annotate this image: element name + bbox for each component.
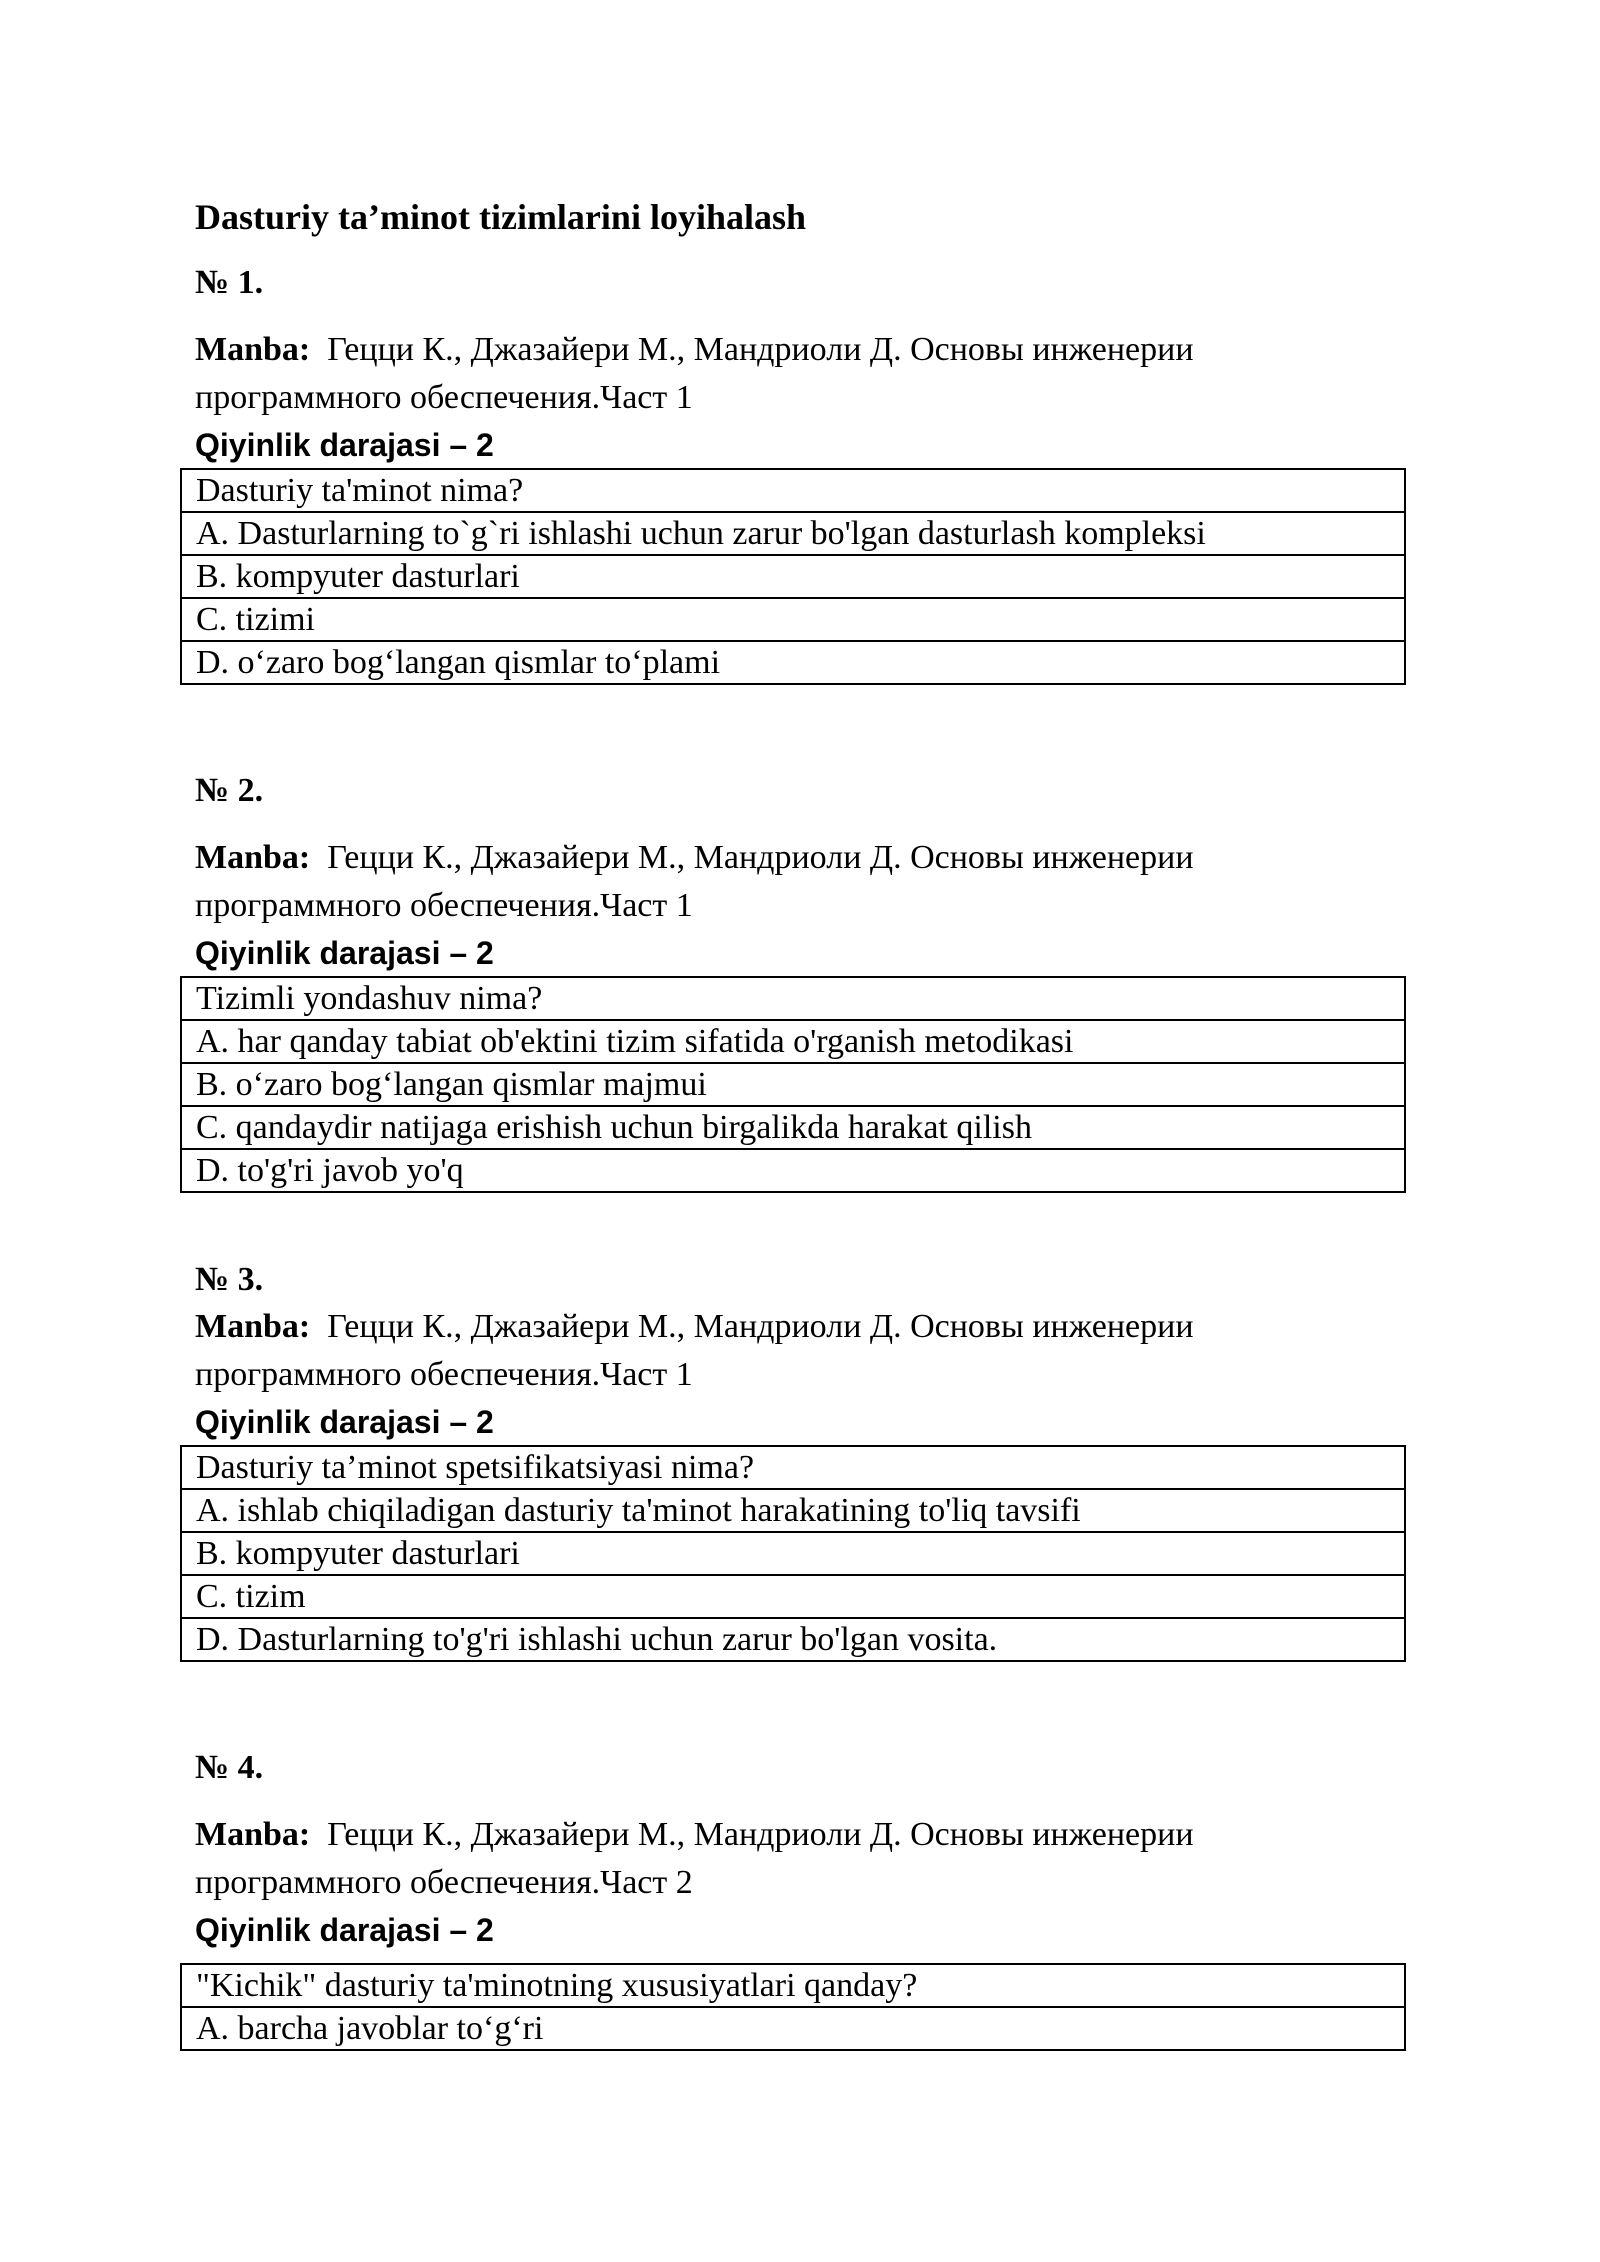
answer-option: D. Dasturlarning to'g'ri ishlashi uchun zarur bo'lgan vosita. xyxy=(181,1618,1405,1661)
question-text: Dasturiy ta’minot spetsifikatsiyasi nima? xyxy=(181,1446,1405,1489)
table-row xyxy=(181,1532,1405,1575)
answer-option: A. Dasturlarning to`g`ri ishlashi uchun zarur bo'lgan dasturlash kompleksi xyxy=(181,512,1405,555)
question-block xyxy=(195,260,1405,685)
answer-option: B. o‘zaro bog‘langan qismlar majmui xyxy=(181,1063,1405,1106)
answer-option: C. tizim xyxy=(181,1575,1405,1618)
source-line-1: Гецци К., Джазайери М., Мандриоли Д. Основы инженерии xyxy=(327,331,1194,368)
answer-option: A. har qanday tabiat ob'ektini tizim sifatida o'rganish metodikasi xyxy=(181,1020,1405,1063)
table-row xyxy=(181,1618,1405,1661)
table-row xyxy=(181,1106,1405,1149)
question-table xyxy=(180,1963,1406,2051)
table-row xyxy=(181,2007,1405,2050)
table-row xyxy=(181,1489,1405,1532)
source-line-2: программного обеспечения.Част 1 xyxy=(195,887,693,924)
question-number: № 1. xyxy=(195,264,264,301)
question-text: "Kichik" dasturiy ta'minotning xususiyatlari qanday? xyxy=(181,1964,1405,2007)
table-row xyxy=(181,977,1405,1020)
source-line-2: программного обеспечения.Част 1 xyxy=(195,1356,693,1393)
answer-option: D. to'g'ri javob yo'q xyxy=(181,1149,1405,1192)
table-row xyxy=(181,641,1405,684)
source-label: Manba: xyxy=(195,1308,311,1345)
difficulty-level: Qiyinlik darajasi – 2 xyxy=(195,427,494,463)
question-table xyxy=(180,976,1406,1193)
source-citation xyxy=(195,1303,1405,1399)
source-line-2: программного обеспечения.Част 1 xyxy=(195,379,693,416)
question-text: Tizimli yondashuv nima? xyxy=(181,977,1405,1020)
source-citation xyxy=(195,326,1405,422)
answer-option: A. ishlab chiqiladigan dasturiy ta'minot harakatining to'liq tavsifi xyxy=(181,1489,1405,1532)
document-title: Dasturiy ta’minot tizimlarini loyihalash xyxy=(195,197,806,237)
difficulty-level: Qiyinlik darajasi – 2 xyxy=(195,1912,494,1948)
table-row xyxy=(181,1149,1405,1192)
question-number: № 2. xyxy=(195,772,264,809)
source-citation xyxy=(195,1811,1405,1907)
source-line-1: Гецци К., Джазайери М., Мандриоли Д. Основы инженерии xyxy=(327,839,1194,876)
table-row xyxy=(181,1575,1405,1618)
source-line-1: Гецци К., Джазайери М., Мандриоли Д. Основы инженерии xyxy=(327,1816,1194,1853)
source-citation xyxy=(195,834,1405,930)
question-block xyxy=(195,1745,1405,2051)
answer-option: D. o‘zaro bog‘langan qismlar to‘plami xyxy=(181,641,1405,684)
question-table xyxy=(180,468,1406,685)
difficulty-level: Qiyinlik darajasi – 2 xyxy=(195,935,494,971)
table-row xyxy=(181,1020,1405,1063)
source-line-2: программного обеспечения.Част 2 xyxy=(195,1864,693,1901)
answer-option: C. qandaydir natijaga erishish uchun birgalikda harakat qilish xyxy=(181,1106,1405,1149)
table-row xyxy=(181,512,1405,555)
difficulty-level: Qiyinlik darajasi – 2 xyxy=(195,1404,494,1440)
question-table xyxy=(180,1445,1406,1662)
question-block xyxy=(195,1257,1405,1662)
answer-option: C. tizimi xyxy=(181,598,1405,641)
question-text: Dasturiy ta'minot nima? xyxy=(181,469,1405,512)
answer-option: B. kompyuter dasturlari xyxy=(181,555,1405,598)
source-label: Manba: xyxy=(195,839,311,876)
table-row xyxy=(181,598,1405,641)
table-row xyxy=(181,1063,1405,1106)
answer-option: A. barcha javoblar to‘g‘ri xyxy=(181,2007,1405,2050)
table-row xyxy=(181,555,1405,598)
table-row xyxy=(181,1964,1405,2007)
table-row xyxy=(181,1446,1405,1489)
source-label: Manba: xyxy=(195,331,311,368)
question-number: № 4. xyxy=(195,1749,264,1786)
source-line-1: Гецци К., Джазайери М., Мандриоли Д. Основы инженерии xyxy=(327,1308,1194,1345)
question-block xyxy=(195,768,1405,1193)
answer-option: B. kompyuter dasturlari xyxy=(181,1532,1405,1575)
question-number: № 3. xyxy=(195,1261,264,1298)
table-row xyxy=(181,469,1405,512)
source-label: Manba: xyxy=(195,1816,311,1853)
